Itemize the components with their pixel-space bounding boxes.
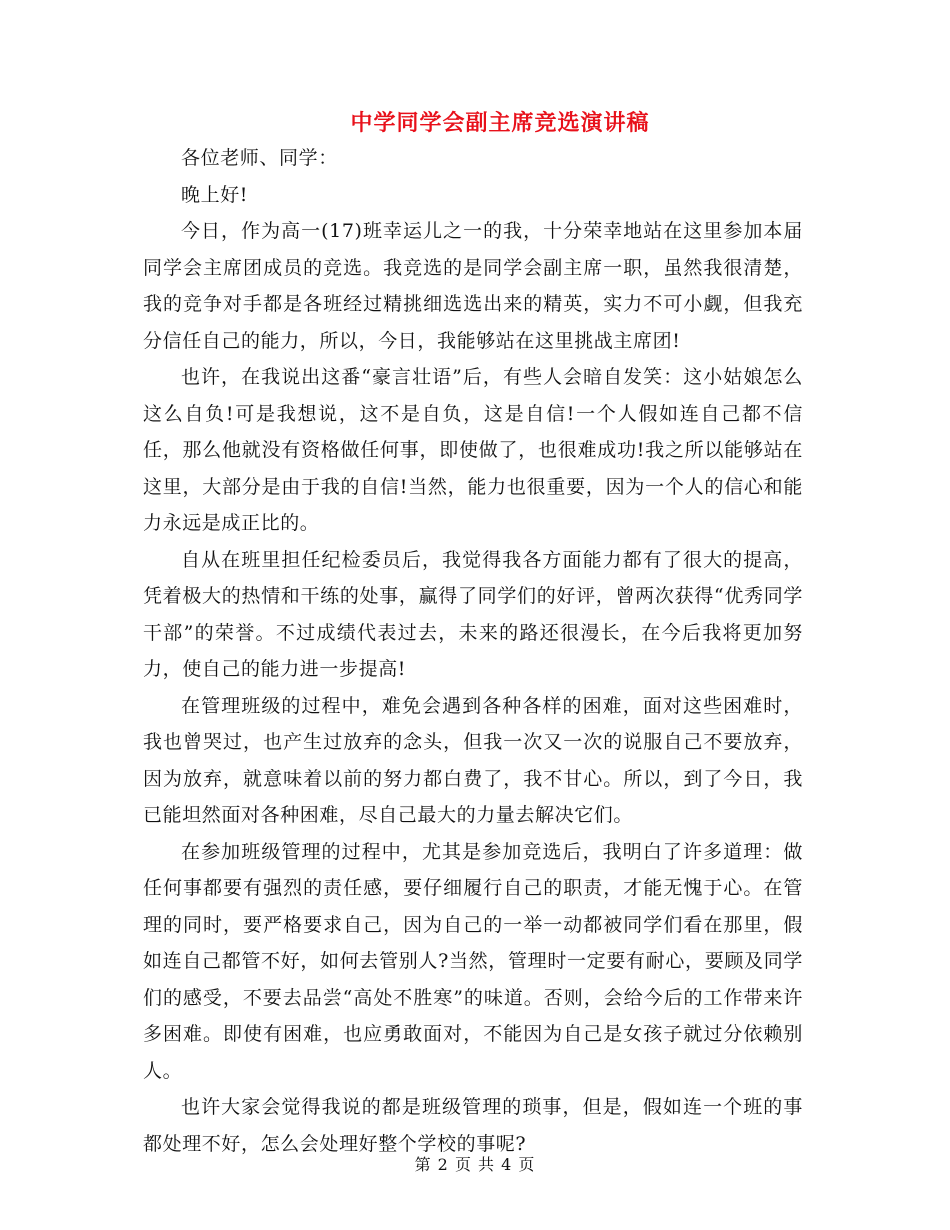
page-number-footer: 第 2 页 共 4 页 xyxy=(414,1155,536,1174)
paragraph: 在参加班级管理的过程中，尤其是参加竞选后，我明白了许多道理：做任何事都要有强烈的责任感，要仔细履行自己的职责，才能无愧于心。在管理的同时，要严格要求自己，因为自己的一举一动都被同学们看在那里，假如连自己都管不好，如何去管别人?当然，管理时一定要有耐心，要顾及同学们的感受，不要去品尝“高处不胜寒”的味道。否则，会给今后的工作带来许多困难。即使有困难，也应勇敢面对，不能因为自己是女孩子就过分依赖别人。 xyxy=(143,840,803,1082)
paragraph: 在管理班级的过程中，难免会遇到各种各样的困难，面对这些困难时，我也曾哭过，也产生过放弃的念头，但我一次又一次的说服自己不要放弃，因为放弃，就意味着以前的努力都白费了，我不甘心。所以，到了今日，我已能坦然面对各种困难，尽自己最大的力量去解决它们。 xyxy=(143,694,803,826)
paragraph: 今日，作为高一(17)班幸运儿之一的我，十分荣幸地站在这里参加本届同学会主席团成员的竞选。我竞选的是同学会副主席一职，虽然我很清楚，我的竞争对手都是各班经过精挑细选选出来的精英，实力不可小觑，但我充分信任自己的能力，所以，今日，我能够站在这里挑战主席团! xyxy=(143,220,803,352)
paragraph: 也许，在我说出这番“豪言壮语”后，有些人会暗自发笑：这小姑娘怎么这么自负!可是我想说，这不是自负，这是自信!一个人假如连自己都不信任，那么他就没有资格做任何事，即使做了，也很难成功!我之所以能够站在这里，大部分是由于我的自信!当然，能力也很重要，因为一个人的信心和能力永远是成正比的。 xyxy=(143,366,803,534)
document-body xyxy=(143,140,803,1162)
salutation: 各位老师、同学： xyxy=(181,147,338,169)
greeting: 晚上好! xyxy=(181,183,249,206)
paragraph: 也许大家会觉得我说的都是班级管理的琐事，但是，假如连一个班的事都处理不好，怎么会处理好整个学校的事呢? xyxy=(143,1096,803,1155)
document-title: 中学同学会副主席竞选演讲稿 xyxy=(350,111,650,136)
paragraph: 自从在班里担任纪检委员后，我觉得我各方面能力都有了很大的提高，凭着极大的热情和干练的处事，赢得了同学们的好评，曾两次获得“优秀同学干部”的荣誉。不过成绩代表过去，未来的路还很漫长，在今后我将更加努力，使自己的能力进一步提高! xyxy=(143,548,803,680)
